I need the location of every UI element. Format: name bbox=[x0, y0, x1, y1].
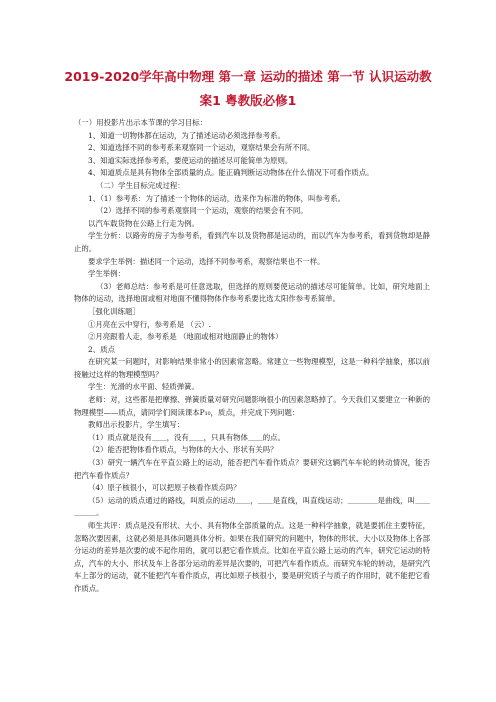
paragraph-joint-review: 师生共评：质点是没有形状、大小、具有物体全部质量的点。这是一种科学抽象，就是要抓住主要特征，忽略次要因素，这就必须是具体问题具体分析。如果在我们研究的问题中，物体的形状、大小以及物体上各部分运动的差异是次要的或不起作用的，就可以把它看作质点。比如在平直公路上运动的汽车，研究它运动的特点，汽车的大小、形状及车上各部分运动的差异是次要的，可把汽车看作质点。而研究车轮的转动，是研究汽车上部分的运动，就不能把汽车看作质点，再比如原子核很小，要是研究质子与质子的作用时，就不能把它看作质点。 bbox=[74, 521, 430, 593]
document-body bbox=[74, 117, 430, 596]
paragraph-objective-4: 4、知道质点是具有物体全部质量的点。能正确判断运动物体在什么情况下可看作质点。 bbox=[88, 168, 374, 178]
paragraph-teacher-comment: 老师：对，这些都是把摩擦、弹簧质量对研究问题影响很小的因素忽略掉了。今天我们又要建立一种新的物理模型——质点，请同学们阅读课本P₁₀，质点，并完成下列问题： bbox=[74, 395, 430, 417]
paragraph-reference-frame: 1、（1）参考系：为了描述一个物体的运动，选来作为标准的物体，叫参考系。 bbox=[88, 193, 345, 203]
paragraph-student-analysis: 学生分析：以路旁的房子为参考系，看到汽车以及货物都是运动的，而以汽车为参考系，看到货物却是静止的。 bbox=[74, 231, 430, 253]
paragraph-request-example: 要求学生举例：描述同一个运动，选择不同参考系，观察结果也不一样。 bbox=[88, 256, 325, 266]
paragraph-objectives-heading: （一）用投影片出示本节课的学习目标： bbox=[74, 118, 208, 127]
paragraph-objective-1: 1、知道一切物体都在运动，为了描述运动必须选择参考系。 bbox=[88, 130, 285, 140]
document-title-line2: 案1 粤教版必修1 bbox=[199, 93, 297, 108]
paragraph-question-4: （4）原子核很小，可以把原子核看作质点吗？ bbox=[88, 483, 241, 493]
paragraph-example: 以汽车载货物在公路上行走为例。 bbox=[88, 218, 199, 228]
paragraph-exercise-1: ①月亮在云中穿行，参考系是 （云）. bbox=[88, 319, 211, 329]
paragraph-particle-intro: 在研究某一问题时，对影响结果非常小的因素常忽略。常建立一些物理模型，这是一种科学抽象，那以前接触过这样的物理模型吗？ bbox=[74, 357, 430, 379]
paragraph-particle-heading: 2、质点 bbox=[88, 344, 115, 354]
paragraph-question-3: （3）研究一辆汽车在平直公路上的运动，能否把汽车看作质点？要研究这辆汽车车轮的转动情况，能否把汽车看作质点？ bbox=[74, 458, 430, 480]
paragraph-reference-frame-2: （2）选择不同的参考系观察同一个运动，观察的结果会有不同。 bbox=[96, 206, 308, 216]
paragraph-student-example: 学生举例： bbox=[88, 269, 125, 279]
paragraph-student-answer: 学生：光滑的水平面、轻质弹簧。 bbox=[88, 382, 199, 392]
paragraph-exercise-2: ②月亮跟着人走，参考系是 （地面或相对地面静止的物体） bbox=[88, 332, 283, 342]
paragraph-teacher-summary: （3）老师总结：参考系是可任意选取，但选择的原则要使运动的描述尽可能简单。比如，研究地面上物体的运动，选择地面或相对地面不懂得物体作参考系要比选太阳作参考系简单。 bbox=[74, 281, 430, 304]
paragraph-objective-2: 2、知道选择不同的参考系来观察同一个运动，观察结果会有所不同。 bbox=[88, 143, 315, 153]
document-title-line1: 2019-2020学年高中物理 第一章 运动的描述 第一节 认识运动教 bbox=[64, 69, 432, 84]
paragraph-exercise-heading: ［强化训练题］ bbox=[88, 306, 140, 316]
paragraph-process-heading: （二）学生目标完成过程： bbox=[96, 180, 185, 190]
paragraph-question-1: （1）质点就是没有＿＿，没有＿＿，只具有物体＿＿的点。 bbox=[88, 432, 285, 442]
paragraph-projection: 教师出示投影片，学生填写： bbox=[88, 420, 185, 430]
paragraph-objective-3: 3、知道实际选择参考系，要使运动的描述尽可能简单为原则。 bbox=[88, 155, 293, 165]
paragraph-question-5: （5）运动的质点通过的路线，叫质点的运动＿＿，＿＿是直线，叫直线运动；＿＿＿＿是曲线，叫＿＿＿＿＿。 bbox=[74, 495, 430, 518]
paragraph-question-2: （2）能否把物体看作质点，与物体的大小、形状有关吗？ bbox=[88, 445, 278, 455]
